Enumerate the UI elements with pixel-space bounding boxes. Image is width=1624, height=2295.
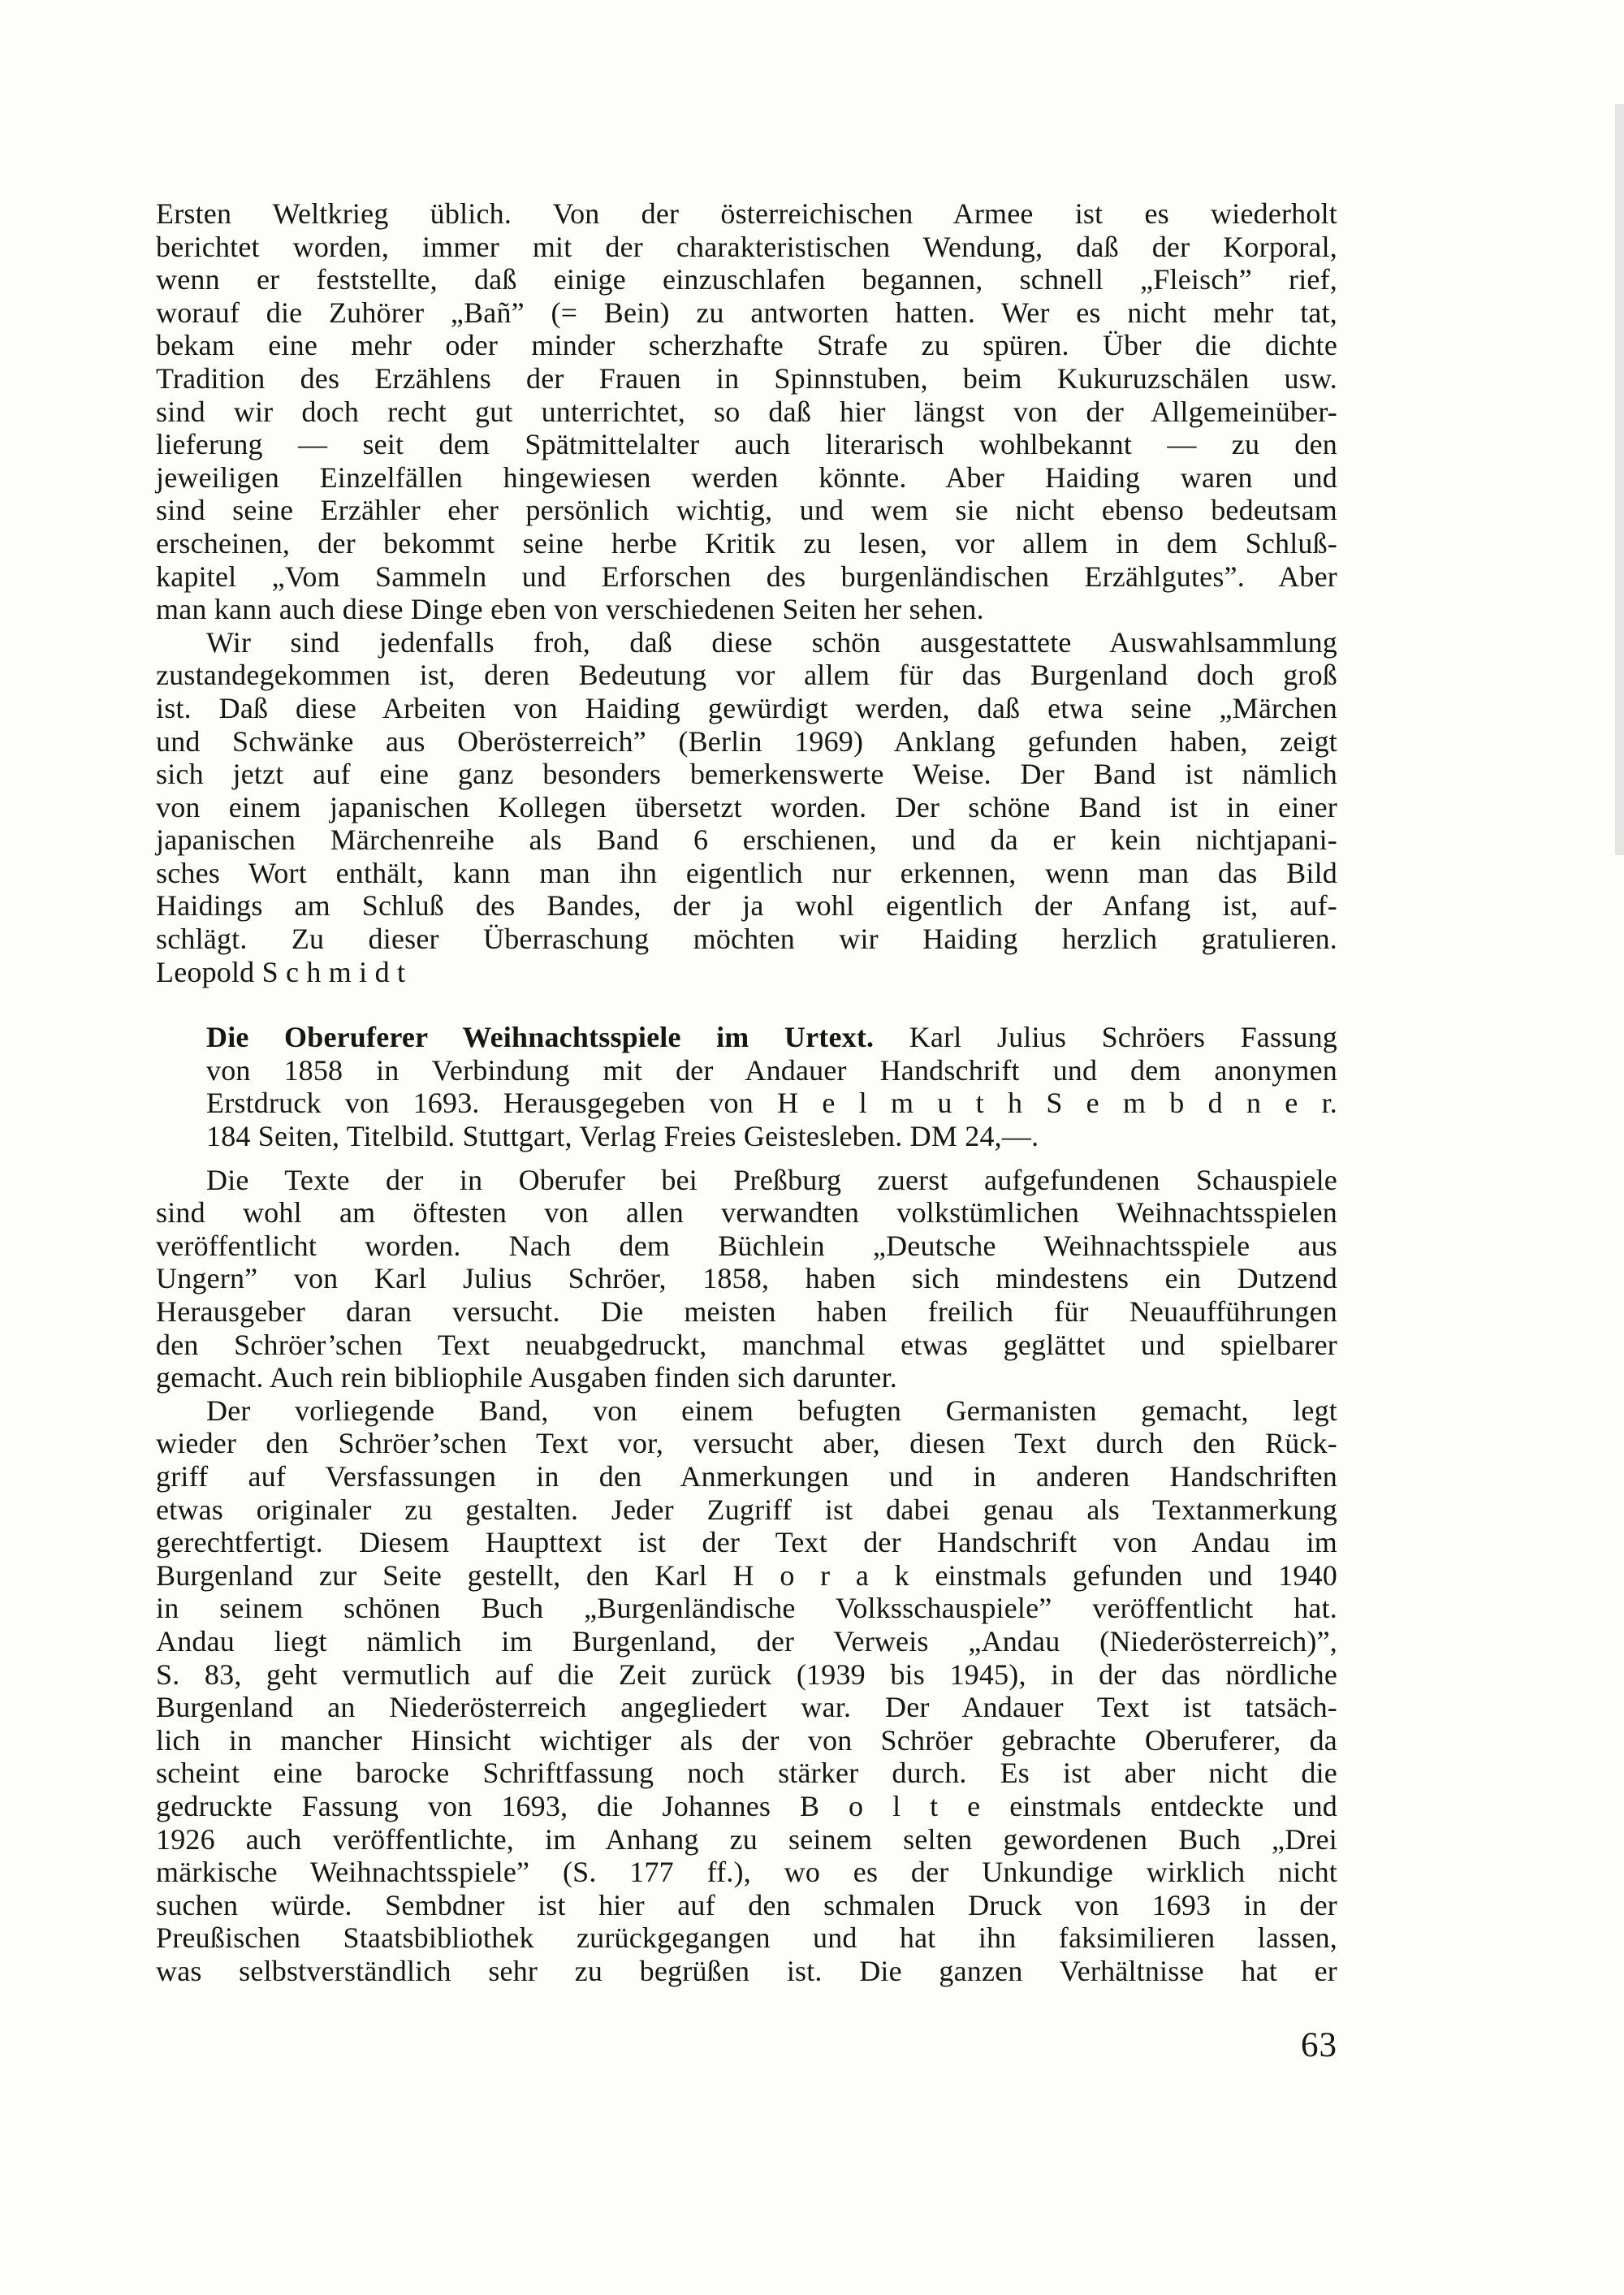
paragraph bbox=[156, 197, 1337, 626]
text-line: Andau liegt nämlich im Burgenland, der Verweis „Andau (Niederösterreich)”, bbox=[156, 1624, 1337, 1658]
text-line: sind wir doch recht gut unterrichtet, so daß hier längst von der Allgemeinüber- bbox=[156, 395, 1337, 428]
text-line: Haidings am Schluß des Bandes, der ja wohl eigentlich der Anfang ist, auf- bbox=[156, 889, 1337, 923]
review-bibliographic-header bbox=[206, 1021, 1337, 1152]
paragraph bbox=[156, 1164, 1337, 1394]
text-line: märkische Weihnachtsspiele” (S. 177 ff.), wo es der Unkundige wirklich nicht bbox=[156, 1856, 1337, 1889]
paragraph bbox=[156, 626, 1337, 956]
text-line: lieferung — seit dem Spätmittelalter auch literarisch wohlbekannt — zu den bbox=[156, 428, 1337, 461]
text-line: und Schwänke aus Oberösterreich” (Berlin 1969) Anklang gefunden haben, zeigt bbox=[156, 724, 1337, 758]
text-line: japanischen Märchenreihe als Band 6 erschienen, und da er kein nichtjapani- bbox=[156, 823, 1337, 857]
paragraph bbox=[156, 1394, 1337, 1988]
text-line: sich jetzt auf eine ganz besonders bemerkenswerte Weise. Der Band ist nämlich bbox=[156, 758, 1337, 791]
review-title-rest: Karl Julius Schröers Fassung bbox=[874, 1021, 1337, 1054]
text-line: gedruckte Fassung von 1693, die Johannes B o l t e einstmals entdeckte und bbox=[156, 1789, 1337, 1822]
text-line: Preußischen Staatsbibliothek zurückgegangen und hat ihn faksimilieren lassen, bbox=[156, 1921, 1337, 1955]
text-line: zustandegekommen ist, deren Bedeutung vor allem für das Burgenland doch groß bbox=[156, 659, 1337, 692]
text-line bbox=[206, 1021, 1337, 1054]
text-line: Ungern” von Karl Julius Schröer, 1858, haben sich mindestens ein Dutzend bbox=[156, 1262, 1337, 1295]
text-line: man kann auch diese Dinge eben von verschiedenen Seiten her sehen. bbox=[156, 593, 984, 626]
text-line: griff auf Versfassungen in den Anmerkungen und in anderen Handschriften bbox=[156, 1459, 1337, 1493]
text-line: sind wohl am öftesten von allen verwandten volkstümlichen Weihnachtsspielen bbox=[156, 1196, 1337, 1230]
text-line: Ersten Weltkrieg üblich. Von der österreichischen Armee ist es wiederholt bbox=[156, 197, 1337, 230]
text-line: lich in mancher Hinsicht wichtiger als der von Schröer gebrachte Oberuferer, da bbox=[156, 1723, 1337, 1757]
text-line: veröffentlicht worden. Nach dem Büchlein „Deutsche Weihnachtsspiele aus bbox=[156, 1229, 1337, 1262]
text-line: von 1858 in Verbindung mit der Andauer Handschrift und dem anonymen bbox=[206, 1053, 1337, 1087]
text-line: sind seine Erzähler eher persönlich wichtig, und wem sie nicht ebenso bedeutsam bbox=[156, 494, 1337, 527]
text-line: ist. Daß diese Arbeiten von Haiding gewürdigt werden, daß etwa seine „Märchen bbox=[156, 691, 1337, 724]
text-line: 184 Seiten, Titelbild. Stuttgart, Verlag Freies Geistesleben. DM 24,—. bbox=[206, 1120, 1039, 1153]
text-line: scheint eine barocke Schriftfassung noch stärker durch. Es ist aber nicht die bbox=[156, 1757, 1337, 1790]
text-line: Die Texte der in Oberufer bei Preßburg zuerst aufgefundenen Schauspiele bbox=[206, 1163, 1337, 1196]
text-line: erscheinen, der bekommt seine herbe Kritik zu lesen, vor allem in dem Schluß- bbox=[156, 526, 1337, 560]
text-line: den Schröer’schen Text neuabgedruckt, manchmal etwas geglättet und spielbarer bbox=[156, 1328, 1337, 1361]
text-line: Burgenland zur Seite gestellt, den Karl H o r a k einstmals gefunden und 1940 bbox=[156, 1558, 1337, 1592]
text-line: gerechtfertigt. Diesem Haupttext ist der Text der Handschrift von Andau im bbox=[156, 1526, 1337, 1559]
text-line: Der vorliegende Band, von einem befugten Germanisten gemacht, legt bbox=[206, 1394, 1337, 1427]
text-line: wenn er feststellte, daß einige einzuschlafen begannen, schnell „Fleisch” rief, bbox=[156, 263, 1337, 296]
text-line: in seinem schönen Buch „Burgenländische Volksschauspiele” veröffentlicht hat. bbox=[156, 1592, 1337, 1625]
text-line: worauf die Zuhörer „Bañ” (= Bein) zu antworten hatten. Wer es nicht mehr tat, bbox=[156, 296, 1337, 329]
scan-edge-artifact bbox=[1615, 104, 1624, 855]
text-line: was selbstverständlich sehr zu begrüßen ist. Die ganzen Verhältnisse hat er bbox=[156, 1954, 1337, 1987]
text-line: jeweiligen Einzelfällen hingewiesen werden könnte. Aber Haiding waren und bbox=[156, 460, 1337, 494]
text-line: Wir sind jedenfalls froh, daß diese schön ausgestattete Auswahlsammlung bbox=[206, 625, 1337, 659]
text-column bbox=[156, 197, 1337, 1987]
text-line: kapitel „Vom Sammeln und Erforschen des burgenländischen Erzählgutes”. Aber bbox=[156, 560, 1337, 593]
text-line: etwas originaler zu gestalten. Jeder Zugriff ist dabei genau als Textanmerkung bbox=[156, 1493, 1337, 1526]
text-line: wieder den Schröer’schen Text vor, versucht aber, diesen Text durch den Rück- bbox=[156, 1427, 1337, 1460]
text-line: Herausgeber daran versucht. Die meisten haben freilich für Neuaufführungen bbox=[156, 1295, 1337, 1328]
text-line: schlägt. Zu dieser Überraschung möchten wir Haiding herzlich gratulieren. bbox=[156, 923, 1337, 956]
review-title-bold: Die Oberuferer Weihnachtsspiele im Urtext. bbox=[206, 1021, 875, 1054]
reviewer-signature: Leopold S c h m i d t bbox=[156, 955, 406, 988]
text-line: suchen würde. Sembdner ist hier auf den schmalen Druck von 1693 in der bbox=[156, 1888, 1337, 1921]
text-line: Burgenland an Niederösterreich angegliedert war. Der Andauer Text ist tatsäch- bbox=[156, 1691, 1337, 1724]
text-line: Tradition des Erzählens der Frauen in Spinnstuben, beim Kukuruzschälen usw. bbox=[156, 361, 1337, 395]
text-line: Erstdruck von 1693. Herausgegeben von H e l m u t h S e m b d n e r. bbox=[206, 1087, 1337, 1120]
text-line: berichtet worden, immer mit der charakteristischen Wendung, daß der Korporal, bbox=[156, 230, 1337, 263]
text-line: gemacht. Auch rein bibliophile Ausgaben finden sich darunter. bbox=[156, 1361, 897, 1394]
text-line: bekam eine mehr oder minder scherzhafte Strafe zu spüren. Über die dichte bbox=[156, 329, 1337, 362]
page-number: 63 bbox=[1301, 2026, 1337, 2064]
text-line: von einem japanischen Kollegen übersetzt worden. Der schöne Band ist in einer bbox=[156, 790, 1337, 823]
text-line: S. 83, geht vermutlich auf die Zeit zurück (1939 bis 1945), in der das nördliche bbox=[156, 1658, 1337, 1691]
text-line: sches Wort enthält, kann man ihn eigentlich nur erkennen, wenn man das Bild bbox=[156, 856, 1337, 889]
text-line: 1926 auch veröffentlichte, im Anhang zu seinem selten gewordenen Buch „Drei bbox=[156, 1822, 1337, 1856]
